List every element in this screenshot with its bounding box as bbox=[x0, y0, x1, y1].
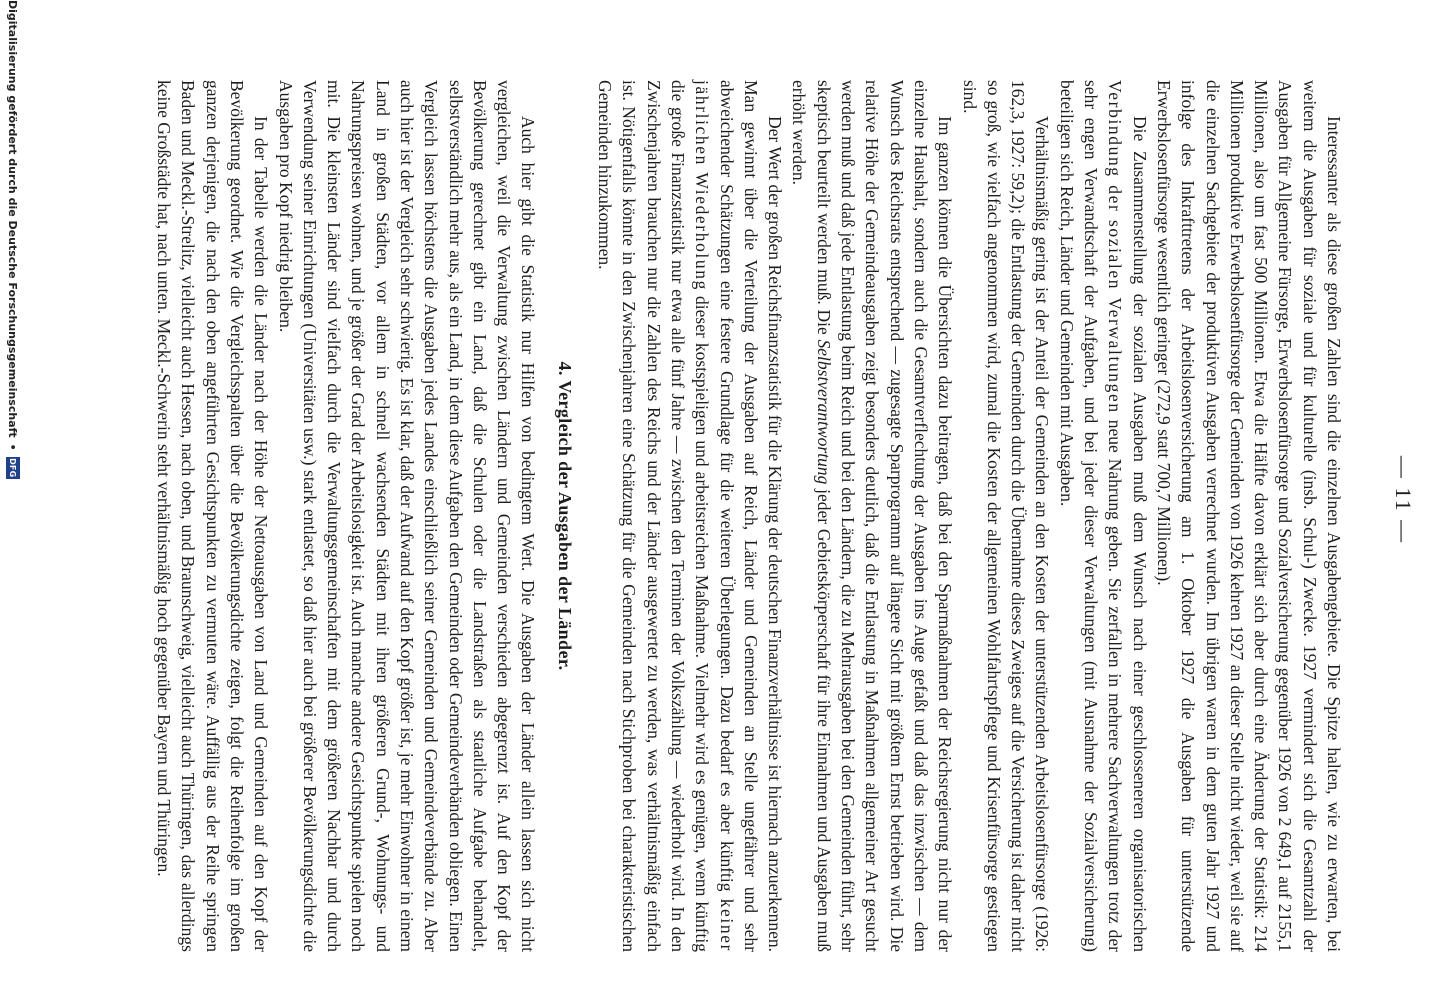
paragraph: In der Tabelle werden die Länder nach der Höhe der Nettoausgaben von Land und Gemeinden auf den Kopf der Bevölkerung geordnet. Wie die Vergleichsspalten über die Bevölkerungsdichte zeigen, folgt die Reihenfolge im großen ganzen derjenigen, die nach den oben angeführten Gesichtspunkten zu vermuten wäre. Auffällig aus der Reihe springen Baden und Meckl.-Strelitz, vielleicht auch Hessen, nach oben, und Braunschweig, vielleicht auch Thüringen, das allerdings keine Großstädte hat, nach unten. Meckl.-Schwerin steht verhältnismäßig hoch gegenüber Bayern und Thüringen. bbox=[154, 80, 272, 952]
paragraph bbox=[593, 80, 787, 952]
section-title: 4. Vergleich der Ausgaben der Länder. bbox=[554, 361, 575, 671]
paragraph bbox=[1054, 80, 1151, 952]
page-number: — 11 — bbox=[1391, 455, 1416, 545]
paragraph-text: dieser kostspieligen und arbeitsreichen Maßnahme. Vielmehr wird es genügen, wenn künftig die große Finanzstatistik nur etwa alle fünf Jahre — zwischen den Terminen der Volkszählung — wiederholt wird. In den Zwischenjahren brauchen nur die Zahlen des Reichs und der Länder ausgewertet zu werden, was verhältnismäßig einfach ist. Nötigenfalls könnte in den Zwischenjahren eine Schätzung für die Gemeinden nach Stichproben bei charakteristischen Gemeinden hinzukommen. bbox=[595, 80, 713, 952]
paragraph-text: Die Zusammenstellung der sozialen Ausgaben muß dem Wunsch nach einer geschlosseneren organisatorischen bbox=[1129, 116, 1150, 952]
paragraph: Interessanter als diese großen Zahlen sind die einzelnen Ausgabengebiete. Die Spitze halten, wie zu erwarten, bei weitem die Ausgaben für soziale und für kulturelle (insb. Schul-) Zwecke. 1927 vermindert sich die Gesamtzahl der Ausgaben für Allgemeine Fürsorge, Erwerbslosenfürsorge und Sozialversicherung gegenüber 1926 von 2 649,1 auf 2155,1 Millionen, also um fast 500 Millionen. Etwa die Hälfte davon erklärt sich aber durch eine Änderung der Statistik: 214 Millionen produktive Erwerbslosenfürsorge der Gemeinden von 1926 kehren 1927 an dieser Stelle nicht wieder, weil sie auf die einzelnen Sachgebiete der produktiven Ausgaben verrechnet wurden. Im übrigen waren in dem guten Jahr 1927 und infolge des Inkrafttretens der Arbeitslosenversicherung am 1. Oktober 1927 die Ausgaben für unterstützende Erwerbslosenfürsorge wesentlich geringer (272,9 statt 700,7 Millionen). bbox=[1153, 80, 1344, 952]
dfg-logo-icon: DFG bbox=[6, 457, 20, 479]
footer bbox=[0, 0, 26, 1000]
body-text bbox=[152, 80, 1346, 952]
emphasis-spaced: Verbindung der sozialen Verwaltungen bbox=[1105, 80, 1126, 414]
paragraph: Auch hier gibt die Statistik nur Hilfen von bedingtem Wert. Die Ausgaben der Länder allein lassen sich nicht vergleichen, weil die Verwaltung zwischen Ländern und Gemeinden verschieden abgegrenzt ist. Auf den Kopf der Bevölkerung gerechnet gibt ein Land, daß die Schulen oder die Landstraßen als staatliche Aufgabe behandelt, selbstverständlich mehr aus, als ein Land, in dem diese Aufgaben den Gemeinden oder Gemeindeverbänden obliegen. Einen Vergleich lassen höchstens die Ausgaben jedes Landes einschließlich seiner Gemeinden und Gemeindeverbände zu. Aber auch hier ist der Vergleich sehr schwierig. Es ist klar, daß der Aufwand auf den Kopf größer ist, je mehr Einwohner in einem Land in großen Städten, vor allem in schnell wachsenden Städten mit ihren größeren Grund-, Wohnungs- und Nahrungspreisen wohnen, und je größer der Grad der Arbeitslosigkeit ist. Auch manche andere Gesichtspunkte spielen noch mit. Die kleinsten Länder sind vielfach durch die Verwaltungsgemeinschaften mit dem größeren Nachbar und durch Verwendung seiner Einrichtungen (Universitäten usw.) stark entlastet, so daß hier auch bei größerer Bevölkerungsdichte die Ausgaben pro Kopf niedrig bleiben. bbox=[275, 80, 539, 952]
paragraph-text: neue Nahrung geben. Sie zerfallen in mehrere Sachverwaltungen trotz der sehr engen Verwandtschaft der Aufgaben, und bei jeder dieser Verwaltungen (mit Ausnahme der Sozialversicherung) beteiligen sich Reich, Länder und Gemeinden mit Ausgaben. bbox=[1056, 80, 1126, 952]
paragraph bbox=[787, 80, 957, 952]
paragraph-text: jeder Gebietskörperschaft für ihre Einnahmen und Ausgaben muß erhöht werden. bbox=[789, 80, 834, 953]
paragraph-text: Im ganzen können die Übersichten dazu beitragen, daß bei den Sparmaßnahmen der Reichsregierung nicht nur der einzelne Haushalt, sondern auch die Gesamtverflechtung der Ausgaben ins Auge gefaßt und daß das inzwischen — dem Wunsch des Reichsrats entsprechend — zugesagte Sparprogramm auf längere Sicht mit größtem Ernst betrieben wird. Die relative Höhe der Gemeindeausgaben zeigt besonders deutlich, daß die Entlastung in Maßnahmen allgemeiner Art gesucht werden muß und daß jede Entlastung beim Reich und bei den Ländern, die zu Mehrausgaben bei den Gemeinden führt, sehr skeptisch beurteilt werden muß. Die bbox=[813, 80, 956, 952]
footer-separator: • bbox=[6, 443, 20, 451]
emphasis-spaced: keiner jährlichen Wiederholung bbox=[692, 80, 737, 953]
paragraph-text: Der Wert der großen Reichsfinanzstatistik für die Klärung der deutschen Finanzverhältnisse ist hiernach anzuerkennen. Man gewinnt über die Verteilung der Ausgaben auf Reich, Länder und Gemeinden an Stelle ungefährer und sehr abweichender Schätzungen eine festere Grundlage für die weiteren Überlegungen. Dazu bedarf es aber künftig bbox=[716, 80, 786, 952]
emphasis-italic: Selbstverantwortung bbox=[813, 339, 834, 485]
footer-text: Digitalisierung gefördert durch die Deutsche Forschungsgemeinschaft bbox=[6, 0, 20, 438]
paragraph: Verhältnismäßig gering ist der Anteil der Gemeinden an den Kosten der unterstützenden Arbeitslosenfürsorge (1926: 162,3, 1927: 59,2); die Entlastung der Gemeinden durch die Übernahme dieses Zweiges auf die Versicherung ist daher nicht so groß, wie vielfach angenommen wird, zumal die Kosten der allgemeinen Wohlfahrtspflege und Krisenfürsorge gestiegen sind. bbox=[959, 80, 1053, 952]
